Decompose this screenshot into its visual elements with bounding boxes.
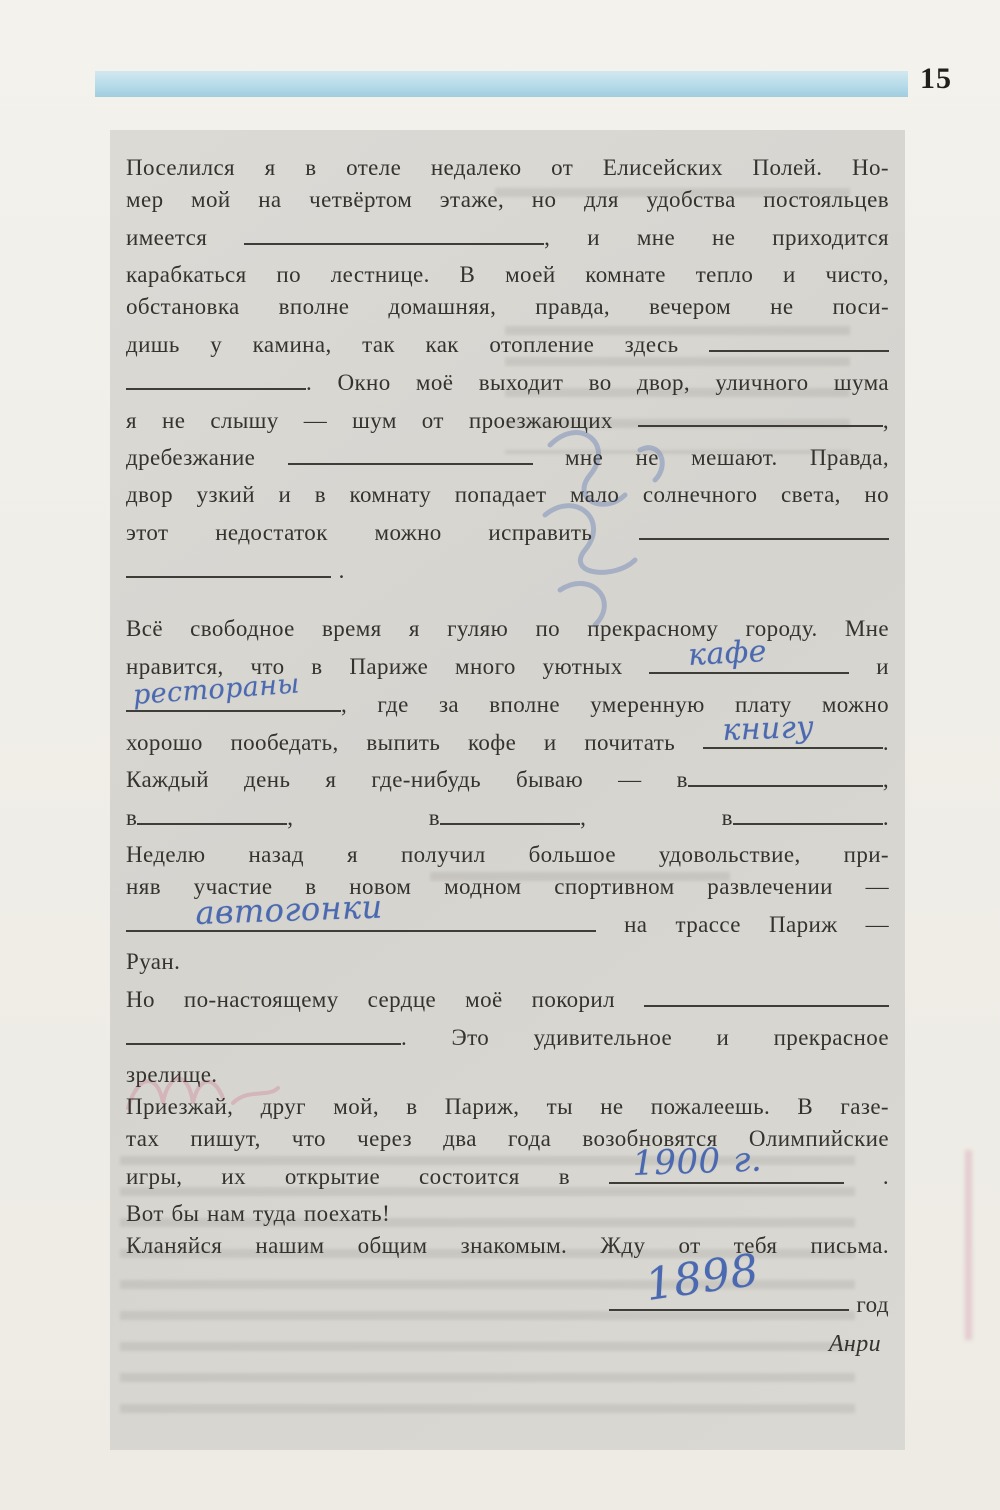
- letter-line: [126, 259, 889, 291]
- printed-text: Вот бы нам туда поехать!: [126, 1200, 391, 1226]
- handwriting-text: автогонки: [194, 887, 384, 932]
- letter-line: [126, 1328, 889, 1360]
- letter-line: [126, 441, 889, 474]
- blank-line: [639, 516, 889, 540]
- letter-line: [126, 404, 889, 437]
- printed-text: год: [848, 1291, 889, 1317]
- printed-text: имеется: [126, 224, 245, 250]
- letter-line: [126, 221, 889, 254]
- blank-line: [709, 328, 889, 352]
- printed-text: Каждый день я где-нибудь бываю — в: [126, 767, 688, 793]
- printed-text: зрелище.: [126, 1061, 218, 1087]
- handwriting-text: книгу: [721, 710, 815, 749]
- printed-text: мер мой на четвёртом этаже, но для удобства постояльцев: [126, 187, 889, 212]
- blank-line: [440, 801, 580, 825]
- printed-text: Но по-настоящему сердце моё покорил: [126, 986, 644, 1012]
- printed-text: нравится, что в Париже много уютных: [126, 653, 650, 679]
- letter-line: [126, 1230, 889, 1262]
- printed-text: и: [849, 653, 889, 679]
- letter-line: [126, 291, 889, 323]
- blank-line: [126, 366, 306, 390]
- handwritten-answer: [609, 1138, 844, 1184]
- page-number: 15: [920, 62, 952, 95]
- letter-line: [126, 1021, 889, 1054]
- printed-text: я не слышу — шум от проезжающих: [126, 407, 638, 433]
- letter-line: [126, 152, 889, 184]
- blank-line: [733, 801, 883, 825]
- printed-text: карабкаться по лестнице. В моей комнате тепло и чисто,: [126, 261, 889, 287]
- printed-text: .: [331, 557, 345, 583]
- letter-line: [126, 516, 889, 549]
- letter-line: [126, 983, 889, 1016]
- printed-text: няв участие в новом модном спортивном развлечении —: [126, 874, 889, 900]
- blank-line: [137, 801, 287, 825]
- letter-line: [126, 839, 889, 871]
- blank-line: [126, 1021, 401, 1045]
- printed-text: . Это удивительное и прекрасное: [401, 1024, 889, 1050]
- handwritten-answer: [649, 633, 849, 674]
- printed-text: на трассе Париж —: [596, 911, 889, 937]
- bleedthrough-edge-mark: [965, 1150, 972, 1340]
- blank-line: [126, 554, 331, 578]
- worksheet-sheet: [110, 130, 905, 1450]
- printed-text: ,: [882, 407, 889, 433]
- printed-text: , в: [580, 805, 733, 831]
- printed-text: Поселился я в отеле недалеко от Елисейских Полей. Но-: [126, 155, 889, 180]
- handwritten-answer: [703, 710, 883, 750]
- printed-text: ,: [882, 767, 889, 793]
- blank-line: [288, 441, 533, 465]
- letter-line: [126, 554, 889, 587]
- printed-text: Кланяйся нашим общим знакомым. Жду от тебя письма.: [126, 1232, 889, 1258]
- printed-text: обстановка вполне домашняя, правда, вечером не поси-: [126, 293, 889, 319]
- printed-text: . Окно моё выходит во двор, уличного шума: [306, 369, 889, 395]
- letter-line: [126, 946, 889, 978]
- letter-line: [126, 328, 889, 361]
- printed-text: , где за вполне умеренную плату можно: [341, 691, 889, 717]
- printed-text: хорошо пообедать, выпить кофе и почитать: [126, 729, 703, 755]
- printed-text: .: [882, 805, 890, 831]
- handwritten-answer: [609, 1245, 849, 1312]
- printed-text: Всё свободное время я гуляю по прекрасному городу. Мне: [126, 615, 889, 641]
- printed-text: Приезжай, друг мой, в Париж, ты не пожалеешь. В газе-: [126, 1093, 889, 1119]
- blank-line: [688, 763, 883, 787]
- blank-line: [638, 404, 883, 428]
- printed-text: мне не мешают. Правда,: [532, 445, 889, 471]
- printed-text: Анри: [828, 1331, 881, 1358]
- printed-text: Неделю назад я получил большое удовольствие, при-: [126, 842, 889, 868]
- printed-text: , в: [287, 805, 441, 831]
- letter-line: [126, 1198, 889, 1230]
- handwriting-text: рестораны: [131, 668, 301, 711]
- handwriting-text: 1900 г.: [631, 1138, 763, 1184]
- printed-text: игры, их открытие состоится в: [126, 1163, 609, 1189]
- letter-line: [126, 1123, 889, 1155]
- printed-text: .: [882, 729, 889, 755]
- printed-text: двор узкий и в комнату попадает мало солнечного света, но: [126, 482, 889, 508]
- letter-line: [126, 763, 889, 796]
- blank-line: [644, 983, 889, 1007]
- letter-line: [126, 479, 889, 511]
- letter-line: [126, 613, 889, 645]
- letter-line: [126, 184, 889, 216]
- letter-line: [126, 366, 889, 399]
- handwritten-answer: [126, 887, 596, 932]
- printed-text: дребезжание: [126, 445, 288, 471]
- letter-line: [126, 1059, 889, 1091]
- handwritten-answer: [126, 668, 341, 712]
- letter-line: [126, 801, 889, 834]
- letter-line: [126, 710, 889, 759]
- letter-body: [110, 130, 905, 1360]
- handwriting-text: 1898: [642, 1245, 762, 1312]
- printed-text: .: [843, 1163, 889, 1189]
- printed-text: дишь у камина, так как отопление здесь: [126, 331, 709, 357]
- header-accent-bar: [95, 71, 908, 97]
- printed-text: тах пишут, что через два года возобновятся Олимпийские: [126, 1125, 889, 1151]
- blank-line: [244, 221, 544, 245]
- printed-text: Руан.: [126, 948, 181, 974]
- printed-text: , и мне не приходится: [544, 224, 889, 250]
- printed-text: этот недостаток можно исправить: [126, 520, 639, 546]
- printed-text: в: [126, 805, 138, 831]
- letter-line: [126, 1091, 889, 1123]
- handwriting-text: кафе: [687, 633, 769, 673]
